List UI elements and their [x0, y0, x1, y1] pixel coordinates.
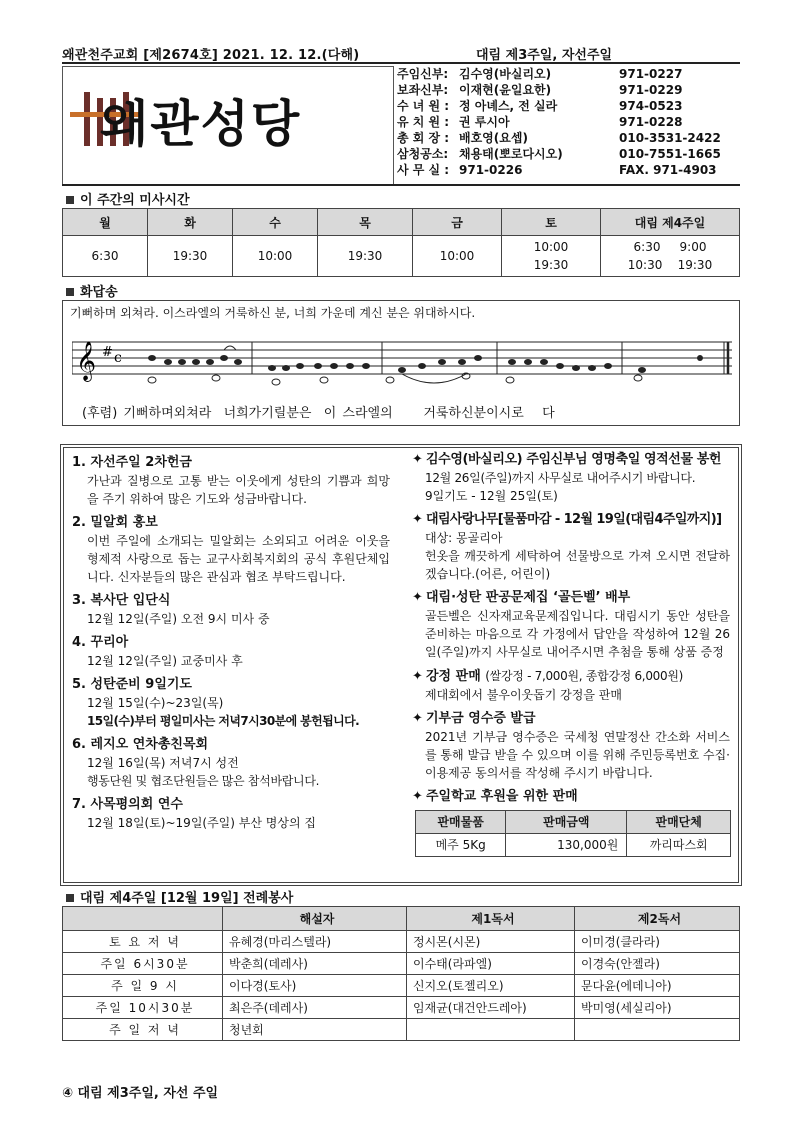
mass-times-title: 이 주간의 미사시간 [62, 189, 190, 208]
chant-lyrics: (후렴) 기뻐하며외쳐라 너희가기릴분은 이 스라엘의 거룩하신분이시로 다 [82, 406, 555, 421]
contact-row [397, 130, 740, 146]
diamond-star-icon: ✦ [412, 452, 423, 467]
diamond-star-icon: ✦ [412, 590, 423, 605]
parish-notices [72, 454, 390, 838]
notice-body: 이번 주일에 소개되는 밀알회는 소외되고 어려운 이웃을 형제적 사랑으로 돕는 교구사회복지회의 공식 후원단체입니다. 신자분들의 많은 관심과 협조 부탁드립니다. [87, 534, 390, 584]
chant-text: 기뻐하며 외쳐라. 이스라엘의 거룩하신 분, 너희 가운데 계신 분은 위대하시다. [70, 306, 476, 320]
notice-item [72, 736, 390, 790]
notice-item [72, 796, 390, 832]
notice-body: 가난과 질병으로 고통 받는 이웃에게 성탄의 기쁨과 희망을 주기 위하여 많은 기도와 성금바랍니다. [87, 474, 390, 506]
table-row [63, 931, 740, 953]
liturgy-mass-time: 주일 6시30분 [63, 953, 223, 975]
contact-phone: 974-0523 [619, 99, 683, 113]
header-divider [62, 62, 740, 64]
notice-body: 12월 12일(주일) 오전 9시 미사 중 [87, 612, 270, 626]
square-bullet-icon [66, 894, 74, 902]
liturgy-mass-time: 주일 10시30분 [63, 997, 223, 1019]
contact-phone: 971-0227 [619, 67, 683, 81]
table-row [63, 953, 740, 975]
notice-body: 9일기도 - 12월 25일(토) [425, 489, 558, 503]
notice-title: 1. 자선주일 2차헌금 [72, 455, 192, 470]
liturgy-header: 제1독서 [407, 907, 575, 931]
liturgy-header: 해설자 [223, 907, 407, 931]
notice-body: 12월 18일(토)~19일(주일) 부산 명상의 집 [87, 816, 316, 830]
contact-role: 사 무 실 : [397, 163, 450, 177]
notice-title: 대림사랑나무[물품마감 - 12월 19일(대림4주일까지)] [426, 512, 722, 527]
chant-title: 화답송 [62, 281, 118, 300]
notice-title: 강정 판매 [426, 669, 481, 684]
notice-body: 12월 12일(주일) 교중미사 후 [87, 654, 243, 668]
page-footer: ④ 대림 제3주일, 자선 주일 [62, 1086, 219, 1101]
sale-price: 130,000원 [506, 834, 627, 857]
contact-row [397, 146, 740, 162]
notice-body: 헌옷을 깨끗하게 세탁하여 선물방으로 가져 오시면 전달하겠습니다.(어른, 어린이) [425, 549, 730, 581]
liturgy-mass-time: 토 요 저 녁 [63, 931, 223, 953]
notice-item [412, 667, 730, 704]
contact-role: 삼청공소: [397, 147, 449, 161]
notice-body: 2021년 기부금 영수증은 국세청 연말정산 간소화 서비스를 통해 발급 받을 수 있으며 이를 위해 주민등록번호 수집·이용제공 동의서를 작성해 주시기 바랍니다. [425, 730, 730, 780]
liturgy-reader-1: 임재균(대건안드레아) [407, 997, 575, 1019]
contact-role: 수 녀 원 : [397, 99, 450, 113]
mass-day-header: 금 [413, 209, 502, 236]
notice-body: 골든벨은 신자재교육문제집입니다. 대림시기 동안 성탄을 준비하는 마음으로 각 가정에서 답안을 작성하여 12월 26일(주일)까지 사무실로 내어주시면 추첨을 통해 상품 증정 [425, 609, 730, 659]
mass-day-header: 수 [233, 209, 318, 236]
contact-row [397, 114, 740, 130]
notice-item [412, 589, 730, 661]
contact-name: 채용태(뽀로다시오) [459, 147, 563, 161]
table-row [63, 975, 740, 997]
diamond-star-icon: ✦ [412, 512, 423, 527]
contact-phone: 971-0228 [619, 115, 683, 129]
contact-name: 배호영(요셉) [459, 131, 528, 145]
contact-name: 권 루시아 [459, 115, 510, 129]
liturgy-commentator: 유혜경(마리스텔라) [223, 931, 407, 953]
notice-body: 12월 15일(수)~23일(목) [87, 696, 224, 710]
table-row [63, 997, 740, 1019]
contact-phone: FAX. 971-4903 [619, 163, 717, 177]
contact-name: 정 아녜스, 전 실라 [459, 99, 558, 113]
liturgical-day: 대림 제3주일, 자선주일 [476, 48, 613, 63]
mass-time: 19:30 [148, 236, 233, 277]
notice-title: 주일학교 후원을 위한 판매 [426, 789, 578, 804]
notice-title: 기부금 영수증 발급 [426, 711, 536, 726]
notice-item [412, 710, 730, 782]
square-bullet-icon [66, 288, 74, 296]
liturgy-reader-2 [575, 1019, 740, 1041]
square-bullet-icon [66, 196, 74, 204]
liturgy-title: 대림 제4주일 [12월 19일] 전례봉사 [62, 887, 293, 906]
liturgy-reader-1: 이수태(라파엘) [407, 953, 575, 975]
notice-title: 7. 사목평의회 연수 [72, 797, 183, 812]
contact-role: 유 치 원 : [397, 115, 450, 129]
notice-note: 15일(수)부터 평일미사는 저녁7시30분에 봉헌됩니다. [87, 714, 360, 728]
mass-day-header: 목 [318, 209, 413, 236]
diamond-star-icon: ✦ [412, 711, 423, 726]
notice-item [412, 511, 730, 583]
liturgy-commentator: 최은주(데레사) [223, 997, 407, 1019]
notice-item [72, 514, 390, 586]
notice-title: 4. 꾸리아 [72, 635, 129, 650]
notice-item [412, 451, 730, 505]
parish-logo-text: 왜관성당 [100, 94, 302, 153]
liturgy-reader-1: 정시몬(시몬) [407, 931, 575, 953]
contact-list [397, 66, 740, 178]
mass-time: 10:00 19:30 [502, 236, 601, 277]
notice-body: 행동단원 및 협조단원들은 많은 참석바랍니다. [87, 774, 320, 788]
liturgy-reader-2: 문다윤(에데니아) [575, 975, 740, 997]
mass-day-header: 화 [148, 209, 233, 236]
liturgy-mass-time: 주 일 9 시 [63, 975, 223, 997]
liturgy-reader-1: 신지오(토젤리오) [407, 975, 575, 997]
diamond-star-icon: ✦ [412, 789, 423, 804]
liturgy-commentator: 청년회 [223, 1019, 407, 1041]
liturgy-mass-time: 주 일 저 녁 [63, 1019, 223, 1041]
liturgy-header: 제2독서 [575, 907, 740, 931]
contact-phone: 010-3531-2422 [619, 131, 721, 145]
mass-day-header: 월 [63, 209, 148, 236]
mass-time: 19:30 [318, 236, 413, 277]
liturgy-reader-2: 박미영(세실리아) [575, 997, 740, 1019]
notice-body: 대상: 몽골리아 [425, 531, 503, 545]
mass-time: 10:00 [413, 236, 502, 277]
svg-text:c: c [114, 350, 122, 366]
diamond-star-icon: ✦ [412, 669, 423, 684]
music-staff-icon [72, 330, 732, 400]
contact-role: 총 회 장 : [397, 131, 450, 145]
notice-item [72, 454, 390, 508]
contact-phone: 010-7551-1665 [619, 147, 721, 161]
table-row [63, 1019, 740, 1041]
notice-item [72, 634, 390, 670]
liturgy-reader-2: 이미경(클라라) [575, 931, 740, 953]
contact-name: 김수영(바실리오) [459, 67, 552, 81]
contact-role: 주임신부: [397, 67, 449, 81]
notice-title: 대림·성탄 판공문제집 ‘골든벨’ 배부 [426, 590, 631, 605]
notice-item [72, 676, 390, 730]
svg-text:#: # [102, 345, 113, 360]
sale-header: 판매단체 [627, 811, 731, 834]
mass-day-header: 대림 제4주일 [601, 209, 740, 236]
contact-row [397, 82, 740, 98]
contact-row [397, 66, 740, 82]
notice-title: 김수영(바실리오) 주임신부님 영명축일 영적선물 봉헌 [426, 452, 722, 467]
mass-time: 10:00 [233, 236, 318, 277]
notice-item [72, 592, 390, 628]
notice-title: 5. 성탄준비 9일기도 [72, 677, 192, 692]
contact-row [397, 98, 740, 114]
notice-body: 제대회에서 불우이웃돕기 강정을 판매 [425, 688, 622, 702]
liturgy-header [63, 907, 223, 931]
mass-times-table [62, 208, 740, 277]
notice-body: 12월 16일(목) 저녁7시 성전 [87, 756, 239, 770]
sale-header: 판매물품 [416, 811, 506, 834]
mass-day-header: 토 [502, 209, 601, 236]
sale-header: 판매금액 [506, 811, 627, 834]
contact-role: 보좌신부: [397, 83, 449, 97]
contact-name: 971-0226 [459, 163, 523, 177]
masthead-divider [62, 184, 740, 186]
mass-time: 6:30 [63, 236, 148, 277]
contact-name: 이재현(윤일요한) [459, 83, 552, 97]
contact-row [397, 162, 740, 178]
svg-text:𝄞: 𝄞 [76, 341, 97, 381]
sale-item: 메주 5Kg [416, 834, 506, 857]
notice-title-detail: (쌀강정 - 7,000원, 종합강정 6,000원) [485, 669, 683, 683]
sale-table [415, 810, 731, 857]
mass-time: 6:30 9:00 10:30 19:30 [601, 236, 740, 277]
liturgy-reader-1 [407, 1019, 575, 1041]
liturgy-reader-2: 이경숙(안젤라) [575, 953, 740, 975]
liturgy-commentator: 이다경(토사) [223, 975, 407, 997]
notice-item [412, 788, 730, 857]
notice-body: 12월 26일(주일)까지 사무실로 내어주시기 바랍니다. [425, 471, 696, 485]
liturgy-table [62, 906, 740, 1041]
notice-title: 6. 레지오 연차총친목회 [72, 737, 209, 752]
contact-phone: 971-0229 [619, 83, 683, 97]
liturgy-commentator: 박춘희(데레사) [223, 953, 407, 975]
bulletin-issue-info: 왜관천주교회 [제2674호] 2021. 12. 12.(다해) [62, 48, 360, 63]
notice-title: 3. 복사단 입단식 [72, 593, 171, 608]
special-notices [412, 451, 730, 863]
notice-title: 2. 밀알회 홍보 [72, 515, 158, 530]
sale-group: 까리따스회 [627, 834, 731, 857]
